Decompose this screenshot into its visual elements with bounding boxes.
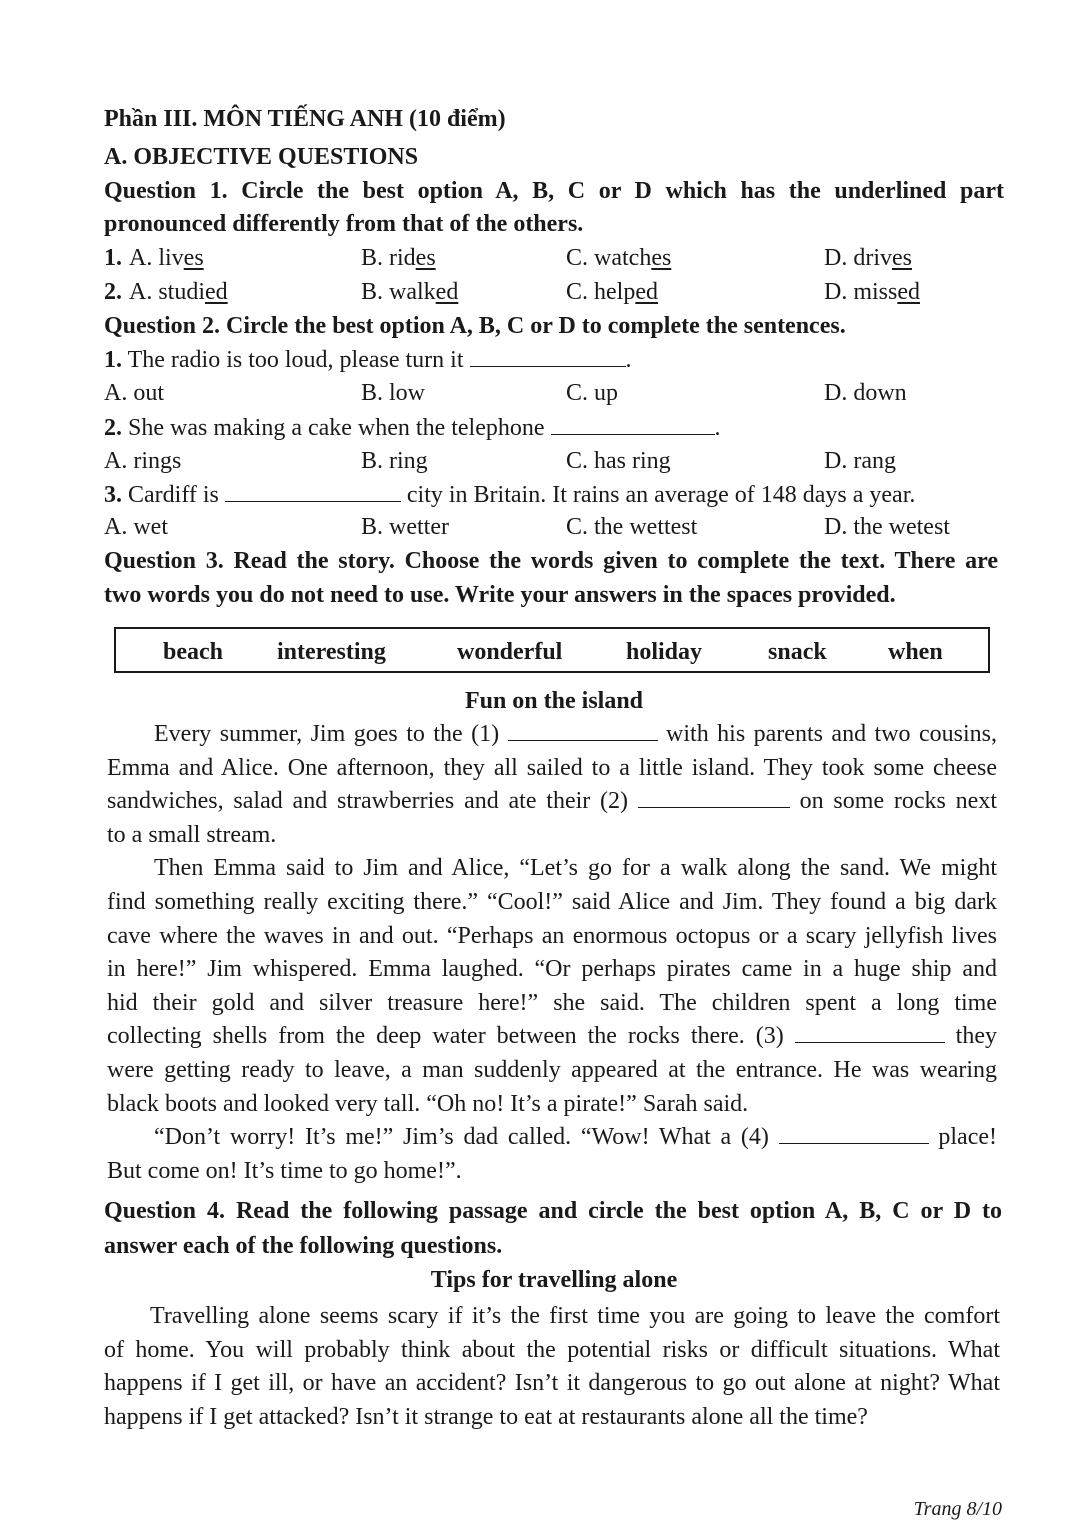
q2-2-option-b[interactable]: B. ring <box>361 448 428 474</box>
q1-1-option-c[interactable]: C. watches <box>566 245 672 271</box>
q1-1-option-b[interactable]: B. rides <box>361 245 436 271</box>
q2-item-1-number: 1. <box>104 347 122 373</box>
q2-item-1-end: . <box>625 347 632 373</box>
story-blank-4[interactable] <box>779 1121 929 1144</box>
q2-item-2-text: She was making a cake when the telephone <box>128 415 545 441</box>
q1-1-option-a[interactable]: A. lives <box>129 245 204 271</box>
q2-item-3-number: 3. <box>104 482 122 508</box>
q2-item-2-stem <box>104 412 1004 443</box>
q2-1-option-a[interactable]: A. out <box>104 380 164 406</box>
q2-1-option-c[interactable]: C. up <box>566 380 619 406</box>
q2-2-option-c[interactable]: C. has ring <box>566 448 671 474</box>
q1-item-2-number: 2. <box>104 279 122 305</box>
q2-3-option-b[interactable]: B. wetter <box>361 514 449 540</box>
word-bank <box>114 627 990 673</box>
story-blank-1[interactable] <box>508 718 658 741</box>
story-line: collecting shells from the deep water between the rocks there. (3) they <box>107 1020 997 1054</box>
q2-heading: Question 2. Circle the best option A, B, C or D to complete the sentences. <box>104 313 846 339</box>
word-bank-item: interesting <box>277 639 386 665</box>
q2-item-1-blank[interactable] <box>470 344 626 367</box>
q2-item-2-number: 2. <box>104 415 122 441</box>
q1-item-1-number: 1. <box>104 245 122 271</box>
q2-item-3-text-end: city in Britain. It rains an average of 148 days a year. <box>406 482 916 508</box>
story-line: sandwiches, salad and strawberries and ate their (2) on some rocks next <box>107 785 997 819</box>
story-line: Emma and Alice. One afternoon, they all sailed to a little island. They took some cheese <box>107 754 997 781</box>
q2-item-1-text: The radio is too loud, please turn it <box>127 347 464 373</box>
story-line: cave where the waves in and out. “Perhaps an enormous octopus or a scary jellyfish lives <box>107 922 997 949</box>
q4-passage-line: happens if I get ill, or have an accident? Isn’t it dangerous to go out alone at night? What <box>104 1370 1000 1397</box>
q1-1-option-d[interactable]: D. drives <box>824 245 912 271</box>
q2-1-option-b[interactable]: B. low <box>361 380 426 406</box>
q2-3-option-a[interactable]: A. wet <box>104 514 168 540</box>
q2-2-option-a[interactable]: A. rings <box>104 448 182 474</box>
q2-item-3-text: Cardiff is <box>128 482 219 508</box>
part-title: Phần III. MÔN TIẾNG ANH (10 điểm) <box>104 106 506 132</box>
story-line: find something really exciting there.” “Cool!” said Alice and Jim. They found a big dark <box>107 888 997 915</box>
word-bank-item: holiday <box>626 639 703 665</box>
q2-item-3-blank[interactable] <box>225 479 401 502</box>
q4-heading-line2: answer each of the following questions. <box>104 1233 503 1259</box>
word-bank-item: wonderful <box>457 639 563 665</box>
story-line: hid their gold and silver treasure here!” she said. The children spent a long time <box>107 989 997 1016</box>
q2-item-1-stem <box>104 344 1004 375</box>
q1-2-option-a[interactable]: A. studied <box>129 279 228 305</box>
story-line: black boots and looked very tall. “Oh no! It’s a pirate!” Sarah said. <box>107 1090 749 1117</box>
q1-heading-line2: pronounced differently from that of the others. <box>104 211 584 237</box>
word-bank-item: beach <box>163 639 223 665</box>
q2-item-2-blank[interactable] <box>551 412 715 435</box>
q3-heading-line1: Question 3. Read the story. Choose the words given to complete the text. There are <box>104 548 998 574</box>
story-line: were getting ready to leave, a man suddenly appeared at the entrance. He was wearing <box>107 1056 997 1083</box>
story-passage <box>107 718 997 1188</box>
q4-heading-line1: Question 4. Read the following passage and circle the best option A, B, C or D to <box>104 1198 1002 1224</box>
story-line: “Don’t worry! It’s me!” Jim’s dad called. “Wow! What a (4) place! <box>107 1121 997 1155</box>
q2-2-option-d[interactable]: D. rang <box>824 448 896 474</box>
word-bank-item: when <box>888 639 943 665</box>
story-title: Fun on the island <box>464 688 644 714</box>
section-a-heading: A. OBJECTIVE QUESTIONS <box>104 144 419 170</box>
q4-passage-line: Travelling alone seems scary if it’s the first time you are going to leave the comfort <box>150 1303 1000 1329</box>
story-line: Then Emma said to Jim and Alice, “Let’s go for a walk along the sand. We might <box>154 855 997 882</box>
q2-item-3-stem <box>104 479 1004 510</box>
q4-passage-line: of home. You will probably think about the potential risks or difficult situations. What <box>104 1336 1000 1363</box>
story-blank-3[interactable] <box>795 1020 945 1043</box>
q1-2-option-b[interactable]: B. walked <box>361 279 459 305</box>
page-number: Trang 8/10 <box>913 1498 1002 1520</box>
q1-2-option-d[interactable]: D. missed <box>824 279 921 305</box>
q4-passage <box>104 1300 1000 1434</box>
q2-3-option-c[interactable]: C. the wettest <box>566 514 698 540</box>
word-bank-item: snack <box>768 639 827 665</box>
q3-heading-line2: two words you do not need to use. Write your answers in the spaces provided. <box>104 582 896 608</box>
story-line: But come on! It’s time to go home!”. <box>107 1157 462 1184</box>
q1-2-option-c[interactable]: C. helped <box>566 279 658 305</box>
story-blank-2[interactable] <box>638 785 790 808</box>
q4-passage-line: happens if I get attacked? Isn’t it strange to eat at restaurants alone all the time? <box>104 1403 868 1430</box>
q1-heading-line1: Question 1. Circle the best option A, B, C or D which has the underlined part <box>104 178 1004 204</box>
q2-1-option-d[interactable]: D. down <box>824 380 907 406</box>
q2-3-option-d[interactable]: D. the wetest <box>824 514 950 540</box>
q4-passage-title: Tips for travelling alone <box>430 1267 678 1293</box>
story-line: Every summer, Jim goes to the (1) with his parents and two cousins, <box>107 718 997 752</box>
story-line: in here!” Jim whispered. Emma laughed. “Or perhaps pirates came in a huge ship and <box>107 956 997 983</box>
story-line: to a small stream. <box>107 821 277 848</box>
q2-item-2-end: . <box>714 415 721 441</box>
